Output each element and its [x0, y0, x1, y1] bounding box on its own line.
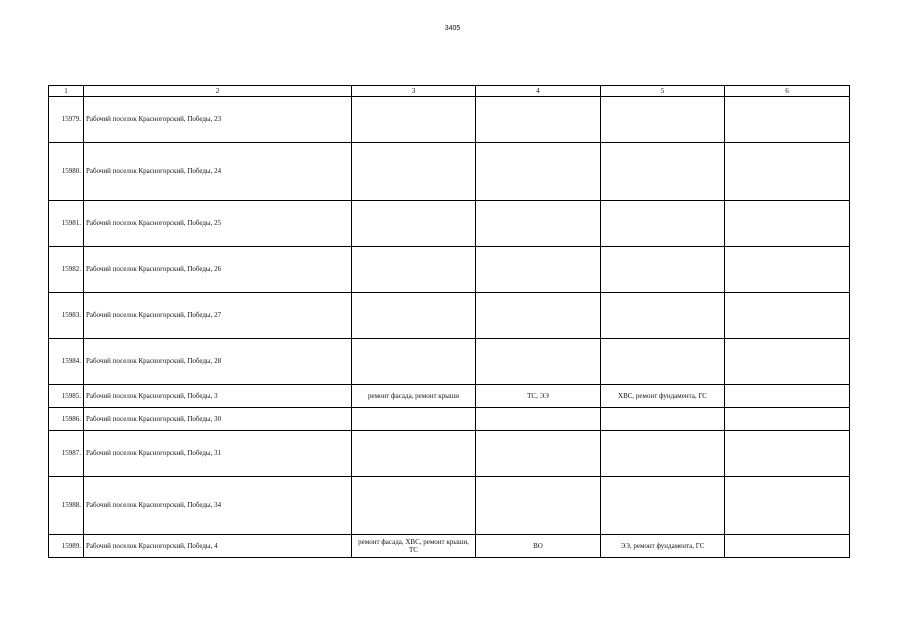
row-address: Рабочий поселок Красногорский, Победы, 25 [84, 201, 352, 247]
row-cell-3 [352, 339, 476, 385]
table-row [49, 477, 850, 535]
row-cell-5: ЭЭ, ремонт фундамента, ГС [601, 535, 725, 558]
row-address: Рабочий поселок Красногорский, Победы, 3 [84, 385, 352, 408]
row-cell-6 [725, 431, 850, 477]
row-cell-4: ТС, ЭЭ [476, 385, 601, 408]
column-header-row [49, 86, 850, 97]
row-address: Рабочий поселок Красногорский, Победы, 4 [84, 535, 352, 558]
row-cell-6 [725, 201, 850, 247]
row-address: Рабочий поселок Красногорский, Победы, 26 [84, 247, 352, 293]
row-cell-5: ХВС, ремонт фундамента, ГС [601, 385, 725, 408]
row-cell-5 [601, 408, 725, 431]
table-row [49, 201, 850, 247]
row-cell-5 [601, 247, 725, 293]
row-cell-6 [725, 408, 850, 431]
row-cell-5 [601, 201, 725, 247]
row-address: Рабочий поселок Красногорский, Победы, 30 [84, 408, 352, 431]
table-row [49, 535, 850, 558]
row-number: 15989. [49, 535, 84, 558]
row-number: 15983. [49, 293, 84, 339]
row-cell-3: ремонт фасада, ХВС, ремонт крыши, ТС [352, 535, 476, 558]
row-number: 15988. [49, 477, 84, 535]
row-cell-6 [725, 339, 850, 385]
row-address: Рабочий поселок Красногорский, Победы, 34 [84, 477, 352, 535]
column-header: 6 [725, 86, 850, 97]
row-cell-3 [352, 143, 476, 201]
row-cell-4 [476, 293, 601, 339]
table-row [49, 97, 850, 143]
table-row [49, 293, 850, 339]
row-cell-4 [476, 201, 601, 247]
row-cell-5 [601, 431, 725, 477]
row-address: Рабочий поселок Красногорский, Победы, 31 [84, 431, 352, 477]
row-cell-4 [476, 477, 601, 535]
table-row [49, 247, 850, 293]
row-cell-4 [476, 143, 601, 201]
row-cell-5 [601, 339, 725, 385]
column-header: 4 [476, 86, 601, 97]
row-cell-3 [352, 293, 476, 339]
row-number: 15980. [49, 143, 84, 201]
page-number: 3405 [444, 25, 461, 32]
row-cell-4 [476, 431, 601, 477]
row-cell-6 [725, 535, 850, 558]
row-cell-5 [601, 477, 725, 535]
row-number: 15987. [49, 431, 84, 477]
table-row [49, 431, 850, 477]
row-cell-4 [476, 408, 601, 431]
row-address: Рабочий поселок Красногорский, Победы, 24 [84, 143, 352, 201]
row-cell-3 [352, 431, 476, 477]
row-number: 15982. [49, 247, 84, 293]
row-address: Рабочий поселок Красногорский, Победы, 28 [84, 339, 352, 385]
row-cell-3 [352, 477, 476, 535]
row-cell-4 [476, 247, 601, 293]
column-header: 5 [601, 86, 725, 97]
row-address: Рабочий поселок Красногорский, Победы, 27 [84, 293, 352, 339]
column-header: 1 [49, 86, 84, 97]
row-cell-3: ремонт фасада, ремонт крыши [352, 385, 476, 408]
row-cell-6 [725, 97, 850, 143]
row-number: 15985. [49, 385, 84, 408]
row-cell-3 [352, 247, 476, 293]
column-header: 3 [352, 86, 476, 97]
row-cell-4: ВО [476, 535, 601, 558]
row-cell-6 [725, 293, 850, 339]
row-address: Рабочий поселок Красногорский, Победы, 23 [84, 97, 352, 143]
table-row [49, 408, 850, 431]
table-row [49, 143, 850, 201]
table-row [49, 339, 850, 385]
row-cell-6 [725, 385, 850, 408]
row-cell-4 [476, 97, 601, 143]
row-cell-6 [725, 247, 850, 293]
row-number: 15984. [49, 339, 84, 385]
row-cell-5 [601, 97, 725, 143]
row-cell-6 [725, 143, 850, 201]
row-number: 15981. [49, 201, 84, 247]
table-row [49, 385, 850, 408]
housing-register-table [48, 85, 850, 558]
row-cell-5 [601, 143, 725, 201]
row-cell-6 [725, 477, 850, 535]
row-number: 15979. [49, 97, 84, 143]
row-number: 15986. [49, 408, 84, 431]
column-header: 2 [84, 86, 352, 97]
row-cell-3 [352, 408, 476, 431]
row-cell-3 [352, 201, 476, 247]
row-cell-5 [601, 293, 725, 339]
row-cell-3 [352, 97, 476, 143]
row-cell-4 [476, 339, 601, 385]
